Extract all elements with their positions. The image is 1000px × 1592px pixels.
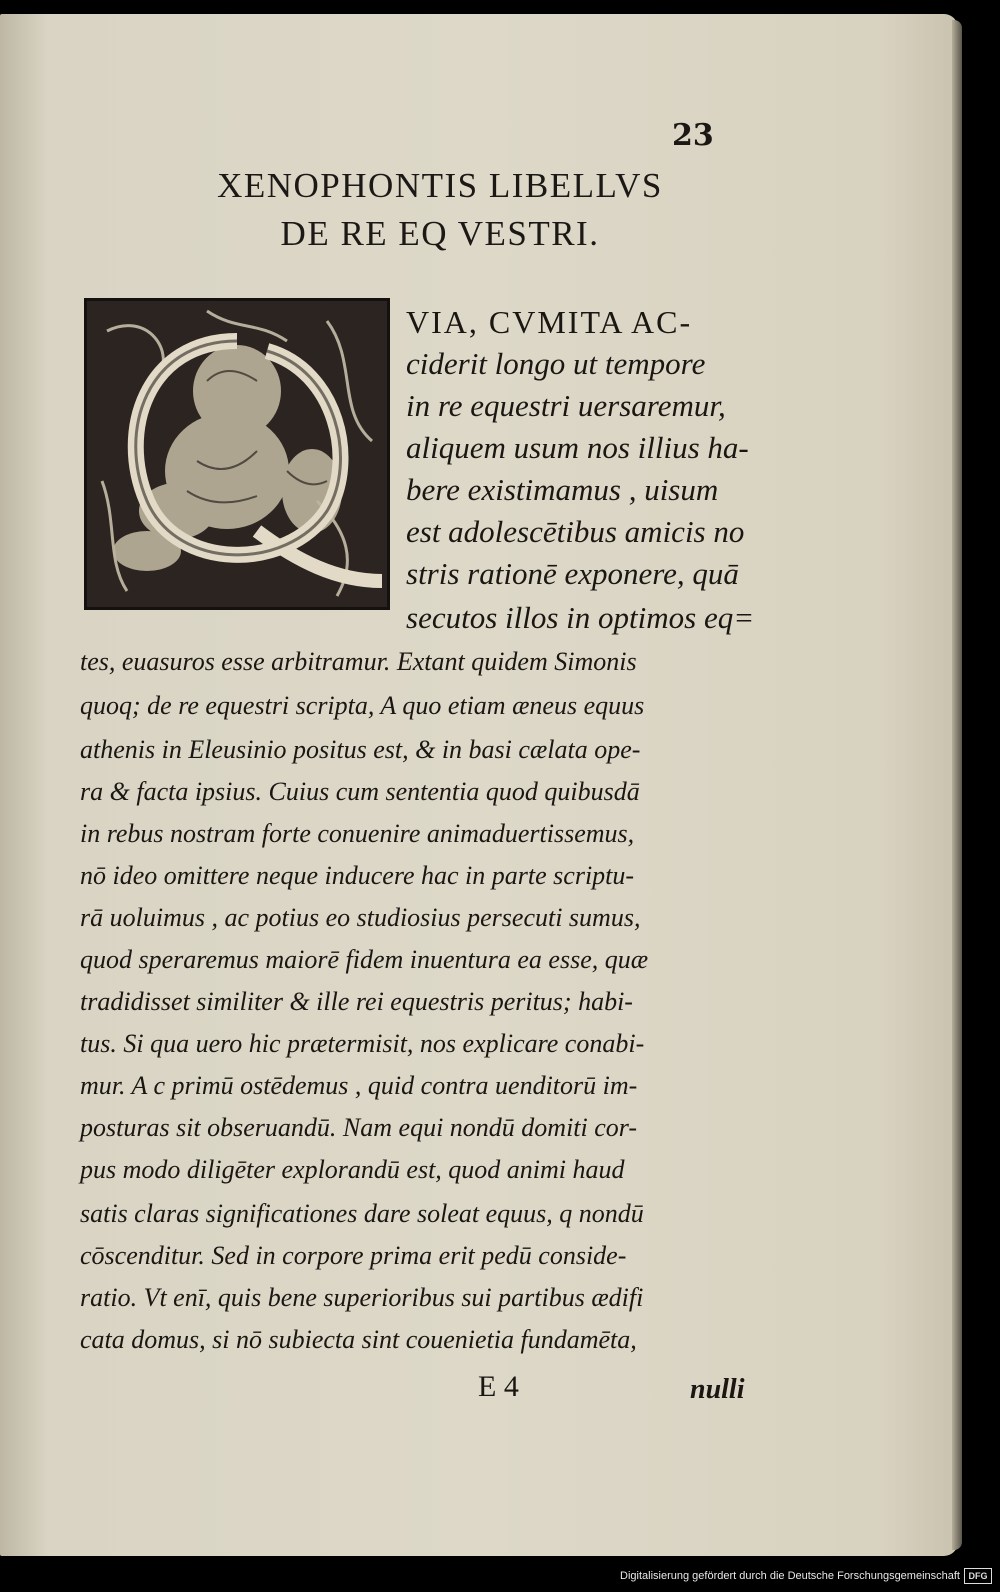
text-line: athenis in Eleusinio positus est, & in basi cælata ope- [80,735,641,764]
text-line: stris rationē exponere, quā [406,556,739,591]
text-line: tradidisset similiter & ille rei equestris peritus; habi- [80,987,633,1016]
text-line: rā uoluimus , ac potius eo studiosius persecuti sumus, [80,903,641,932]
text-line: posturas sit obseruandū. Nam equi nondū domiti cor- [80,1113,638,1142]
text-line: aliquem usum nos illius ha- [406,430,749,465]
text-line: cata domus, si nō subiecta sint couenietia fundamēta, [80,1325,637,1354]
text-line: secutos illos in optimos eq= [406,600,755,635]
text-line: VIA, CVMITA AC- [406,304,693,340]
text-line: bere existimamus , uisum [406,472,719,507]
text-line: in re equestri uersaremur, [406,388,726,423]
woodcut-initial-q [84,298,390,610]
page-edge [952,20,962,1550]
text-line: ratio. Vt enī, quis bene superioribus sui partibus ædifi [80,1283,644,1312]
text-line: cōscenditur. Sed in corpore prima erit pedū conside- [80,1241,627,1270]
text-line: ra & facta ipsius. Cuius cum sententia quod quibusdā [80,777,640,806]
text-line: pus modo diligēter explorandū est, quod animi haud [80,1155,625,1184]
text-line: mur. A c primū ostēdemus , quid contra uenditorū im- [80,1071,638,1100]
text-line: quod speraremus maiorē fidem inuentura ea esse, quæ [80,945,649,974]
woodcut-illustration [87,301,387,607]
text-line: ciderit longo ut tempore [406,346,706,381]
text-line: tes, euasuros esse arbitramur. Extant quidem Simonis [80,647,637,676]
dfg-logo-icon: DFG [964,1568,992,1584]
footer-bar [0,1556,1000,1592]
title-line-2: DE RE EQ VESTRI. [280,214,600,253]
text-line: satis claras significationes dare soleat equus, q nondū [80,1199,644,1228]
text-line: nō ideo omittere neque inducere hac in parte scriptu- [80,861,635,890]
signature-mark: E 4 [478,1370,519,1403]
text-line: quoq; de re equestri scripta, A quo etiam æneus equus [80,691,645,720]
text-line: est adolescētibus amicis no [406,514,745,549]
catchword: nulli [690,1374,745,1405]
text-line: in rebus nostram forte conuenire animaduertissemus, [80,819,635,848]
page-title [120,162,760,258]
page-number: 23 [672,118,714,153]
text-line: tus. Si qua uero hic prætermisit, nos explicare conabi- [80,1029,645,1058]
title-line-1: XENOPHONTIS LIBELLVS [217,166,663,205]
footer-credit: Digitalisierung gefördert durch die Deutsche Forschungsgemeinschaft [620,1570,960,1582]
